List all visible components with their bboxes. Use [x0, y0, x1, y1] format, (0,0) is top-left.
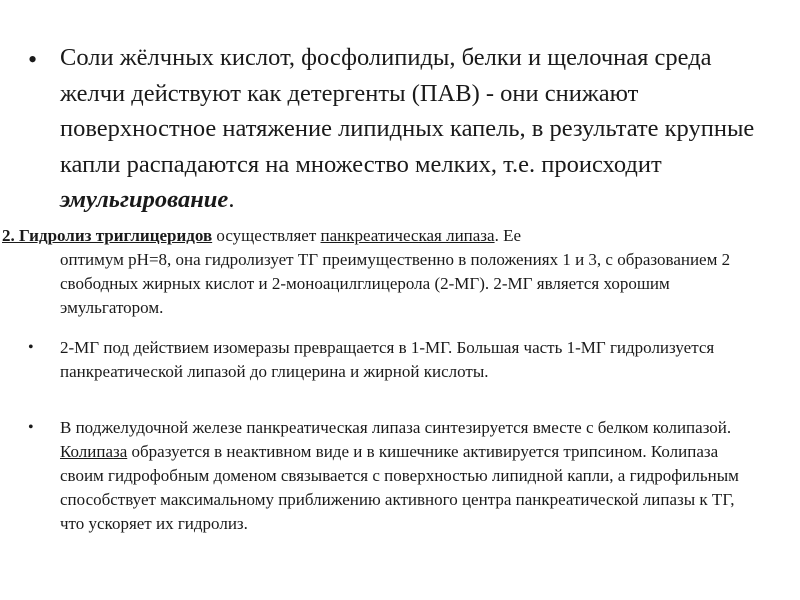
bullet-icon: • [28, 419, 34, 436]
colipase-term: Колипаза [60, 442, 128, 461]
bullet-icon: • [28, 45, 38, 74]
hydrolysis-paragraph [2, 224, 772, 320]
hydrolysis-text-2: . Ее [494, 226, 522, 245]
list-item [28, 336, 772, 384]
list-item-text [60, 416, 760, 536]
pancreatic-lipase-term: панкреатическая липаза [320, 226, 495, 245]
intro-period: . [228, 186, 235, 213]
hydrolysis-heading: 2. Гидролиз триглицеридов [2, 226, 213, 245]
list-item-text: 2-МГ под действием изомеразы превращается в 1-МГ. Большая часть 1-МГ гидролизуется панкреатической липазой до глицерина и жирной кислоты. [60, 338, 715, 381]
hydrolysis-continuation: оптимум pH=8, она гидролизует ТГ преимущественно в положениях 1 и 3, с образованием 2 свободных жирных кислот и 2-моноацилглицерола (2-МГ). 2-МГ является хорошим эмульгатором. [60, 250, 731, 317]
hydrolysis-text-1: осуществляет [212, 226, 321, 245]
emulsification-term: эмульгирование [60, 186, 229, 213]
intro-text: Соли жёлчных кислот, фосфолипиды, белки и щелочная среда желчи действуют как детергенты (ПАВ) - они снижают поверхностное натяжение липидных капель, в результате крупные капли распадаются на множество мелких, т.е. происходит [60, 44, 755, 178]
list-item [28, 416, 772, 536]
bullet-icon: • [28, 339, 34, 356]
colipase-text-2: образуется в неактивном виде и в кишечнике активируется трипсином. Колипаза своим гидрофобным доменом связывается с поверхностью липидной капли, а гидрофильным способствует максимальному приближению активного центра панкреатической липазы к ТГ, что ускоряет их гидролиз. [60, 442, 739, 533]
colipase-text-1: В поджелудочной железе панкреатическая липаза синтезируется вместе с белком колипазой. [60, 418, 732, 437]
hydrolysis-heading-line [2, 224, 772, 248]
intro-paragraph [60, 40, 768, 218]
intro-bullet-item [28, 40, 768, 218]
